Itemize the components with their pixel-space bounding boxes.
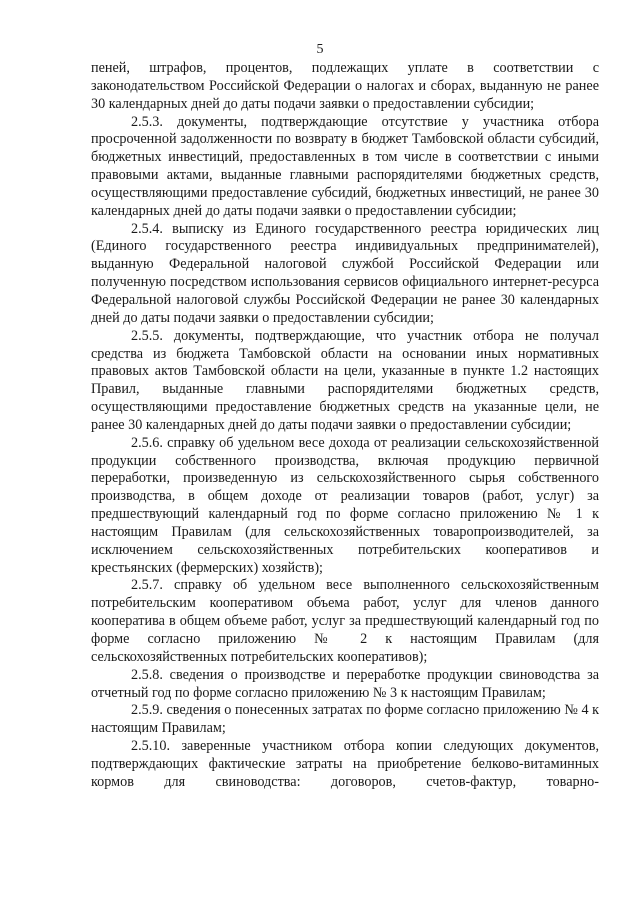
paragraph-2-5-8: 2.5.8. сведения о производстве и переработке продукции свиноводства за отчетный год по форме согласно приложению № 3 к настоящим Правилам; (91, 666, 599, 701)
paragraph-2-5-3: 2.5.3. документы, подтверждающие отсутствие у участника отбора просроченной задолженности по возврату в бюджет Тамбовской области субсидий, бюджетных инвестиций, предоставленных в том числе в соответствии с иными правовыми актами, выданные главными распорядителями бюджетных средств, осуществляющими предоставление субсидий, бюджетных инвестиций, не ранее 30 календарных дней до даты подачи заявки о предоставлении субсидии; (91, 113, 599, 219)
paragraph-continuation: пеней, штрафов, процентов, подлежащих уплате в соответствии с законодательством Российской Федерации о налогах и сборах, выданную не ранее 30 календарных дней до даты подачи заявки о предоставлении субсидии; (91, 60, 599, 112)
paragraph-2-5-4: 2.5.4. выписку из Единого государственного реестра юридических лиц (Единого государственного реестра индивидуальных предпринимателей), выданную Федеральной налоговой службой Российской Федерации или полученную посредством использования сервисов официального интернет-ресурса Федеральной налоговой службы Российской Федерации не ранее 30 календарных дней до даты подачи заявки о предоставлении субсидии; (91, 220, 599, 326)
paragraph-2-5-10: 2.5.10. заверенные участником отбора копии следующих документов, подтверждающих фактические затраты на приобретение белково-витаминных кормов для свиноводства: договоров, счетов-фактур, товарно- (91, 738, 599, 790)
paragraph-2-5-9: 2.5.9. сведения о понесенных затратах по форме согласно приложению № 4 к настоящим Правилам; (91, 702, 599, 737)
document-body (91, 60, 599, 792)
paragraph-2-5-6: 2.5.6. справку об удельном весе дохода от реализации сельскохозяйственной продукции собственного производства, включая продукцию первичной переработки, произведенную из сельскохозяйственного сырья собственного производства, в общем доходе от реализации товаров (работ, услуг) за предшествующий календарный год по форме согласно приложению № 1 к настоящим Правилам (для сельскохозяйственных товаропроизводителей, за исключением сельскохозяйственных потребительских кооперативов и крестьянских (фермерских) хозяйств); (91, 434, 599, 576)
paragraph-2-5-5: 2.5.5. документы, подтверждающие, что участник отбора не получал средства из бюджета Тамбовской области на основании иных нормативных правовых актов Тамбовской области на цели, указанные в пункте 1.2 настоящих Правил, выданные главными распорядителями бюджетных средств, осуществляющими предоставление бюджетных средств на указанные цели, не ранее 30 календарных дней до даты подачи заявки о предоставлении субсидии; (91, 327, 599, 433)
page-number: 5 (316, 42, 324, 57)
paragraph-2-5-7: 2.5.7. справку об удельном весе выполненного сельскохозяйственным потребительским кооперативом объема работ, услуг для членов данного кооператива в общем объеме работ, услуг за предшествующий календарный год по форме согласно приложению № 2 к настоящим Правилам (для сельскохозяйственных потребительских кооперативов); (91, 577, 599, 665)
